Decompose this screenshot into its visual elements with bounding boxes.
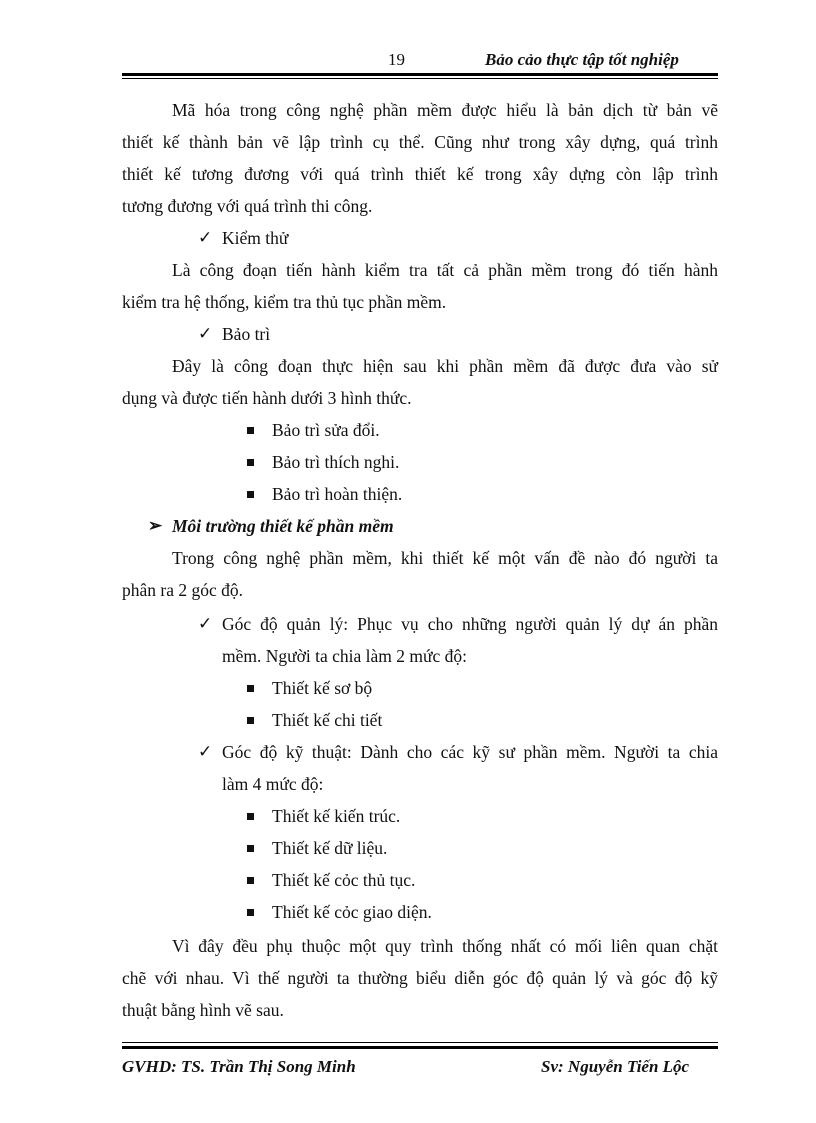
p3-line: Đây là công đoạn thực hiện sau khi phần mềm đã được đưa vào sử (172, 356, 718, 376)
square-bullet-icon (247, 427, 254, 434)
header-rule (122, 73, 718, 76)
footer-rule (122, 1046, 718, 1049)
p2-line: kiểm tra hệ thống, kiểm tra thủ tục phần mềm. (122, 292, 447, 312)
square-bullet-icon (247, 813, 254, 820)
section-heading: Môi trường thiết kế phần mềm (172, 516, 394, 536)
footer-advisor: GVHD: TS. Trần Thị Song Minh (122, 1057, 356, 1076)
header-title: Bảo cảo thực tập tốt nghiệp (485, 50, 679, 69)
square-bullet-icon (247, 717, 254, 724)
p1-line: Mã hóa trong công nghệ phần mềm được hiểu là bản dịch từ bản vẽ (172, 100, 718, 120)
maintenance-form-item: Bảo trì thích nghi. (272, 452, 400, 472)
p4-line: phân ra 2 góc độ. (122, 580, 244, 600)
tech-line: làm 4 mức độ: (222, 774, 324, 794)
mgmt-level-item: Thiết kế chi tiết (272, 710, 383, 730)
checkmark-icon: ✓ (198, 228, 213, 247)
mgmt-line: Góc độ quản lý: Phục vụ cho những người quản lý dự án phần (222, 614, 718, 634)
header-rule-thin (122, 78, 718, 79)
tech-line: Góc độ kỹ thuật: Dành cho các kỹ sư phần mềm. Người ta chia (222, 742, 718, 762)
p1-line: thiết kế thành bản vẽ lập trình cụ thể. Cũng như trong xây dựng, quá trình (122, 132, 718, 152)
p5-line: Vì đây đều phụ thuộc một quy trình thống nhất có mối liên quan chặt (172, 936, 718, 956)
p3-line: dụng và được tiến hành dưới 3 hình thức. (122, 388, 412, 408)
square-bullet-icon (247, 491, 254, 498)
p5-line: chẽ với nhau. Vì thế người ta thường biểu diễn góc độ quản lý và góc độ kỹ (122, 968, 718, 988)
footer-student: Sv: Nguyễn Tiến Lộc (541, 1057, 690, 1076)
p4-line: Trong công nghệ phần mềm, khi thiết kế một vấn đề nào đó người ta (172, 548, 718, 568)
tech-level-item: Thiết kế cỏc giao diện. (272, 902, 432, 922)
mgmt-line: mềm. Người ta chia làm 2 mức độ: (222, 646, 467, 666)
checkmark-icon: ✓ (198, 324, 213, 343)
tech-level-item: Thiết kế cỏc thủ tục. (272, 870, 416, 890)
arrow-bullet-icon: ➢ (148, 516, 163, 535)
check-item-testing: Kiểm thử (222, 228, 289, 248)
footer-rule-thin (122, 1042, 718, 1043)
square-bullet-icon (247, 909, 254, 916)
square-bullet-icon (247, 685, 254, 692)
square-bullet-icon (247, 459, 254, 466)
maintenance-form-item: Bảo trì sửa đổi. (272, 420, 380, 440)
square-bullet-icon (247, 877, 254, 884)
tech-level-item: Thiết kế kiến trúc. (272, 806, 401, 826)
p2-line: Là công đoạn tiến hành kiểm tra tất cả phần mềm trong đó tiến hành (172, 260, 718, 280)
check-item-maintenance: Bảo trì (222, 324, 271, 344)
page-number: 19 (388, 50, 405, 69)
checkmark-icon: ✓ (198, 742, 213, 761)
maintenance-form-item: Bảo trì hoàn thiện. (272, 484, 403, 504)
tech-level-item: Thiết kế dữ liệu. (272, 838, 388, 858)
p5-line: thuật bằng hình vẽ sau. (122, 1000, 284, 1020)
square-bullet-icon (247, 845, 254, 852)
mgmt-level-item: Thiết kế sơ bộ (272, 678, 373, 698)
p1-line: thiết kế tương đương với quá trình thiết kế trong xây dựng còn lập trình (122, 164, 718, 184)
p1-line: tương đương với quá trình thi công. (122, 196, 373, 216)
checkmark-icon: ✓ (198, 614, 213, 633)
